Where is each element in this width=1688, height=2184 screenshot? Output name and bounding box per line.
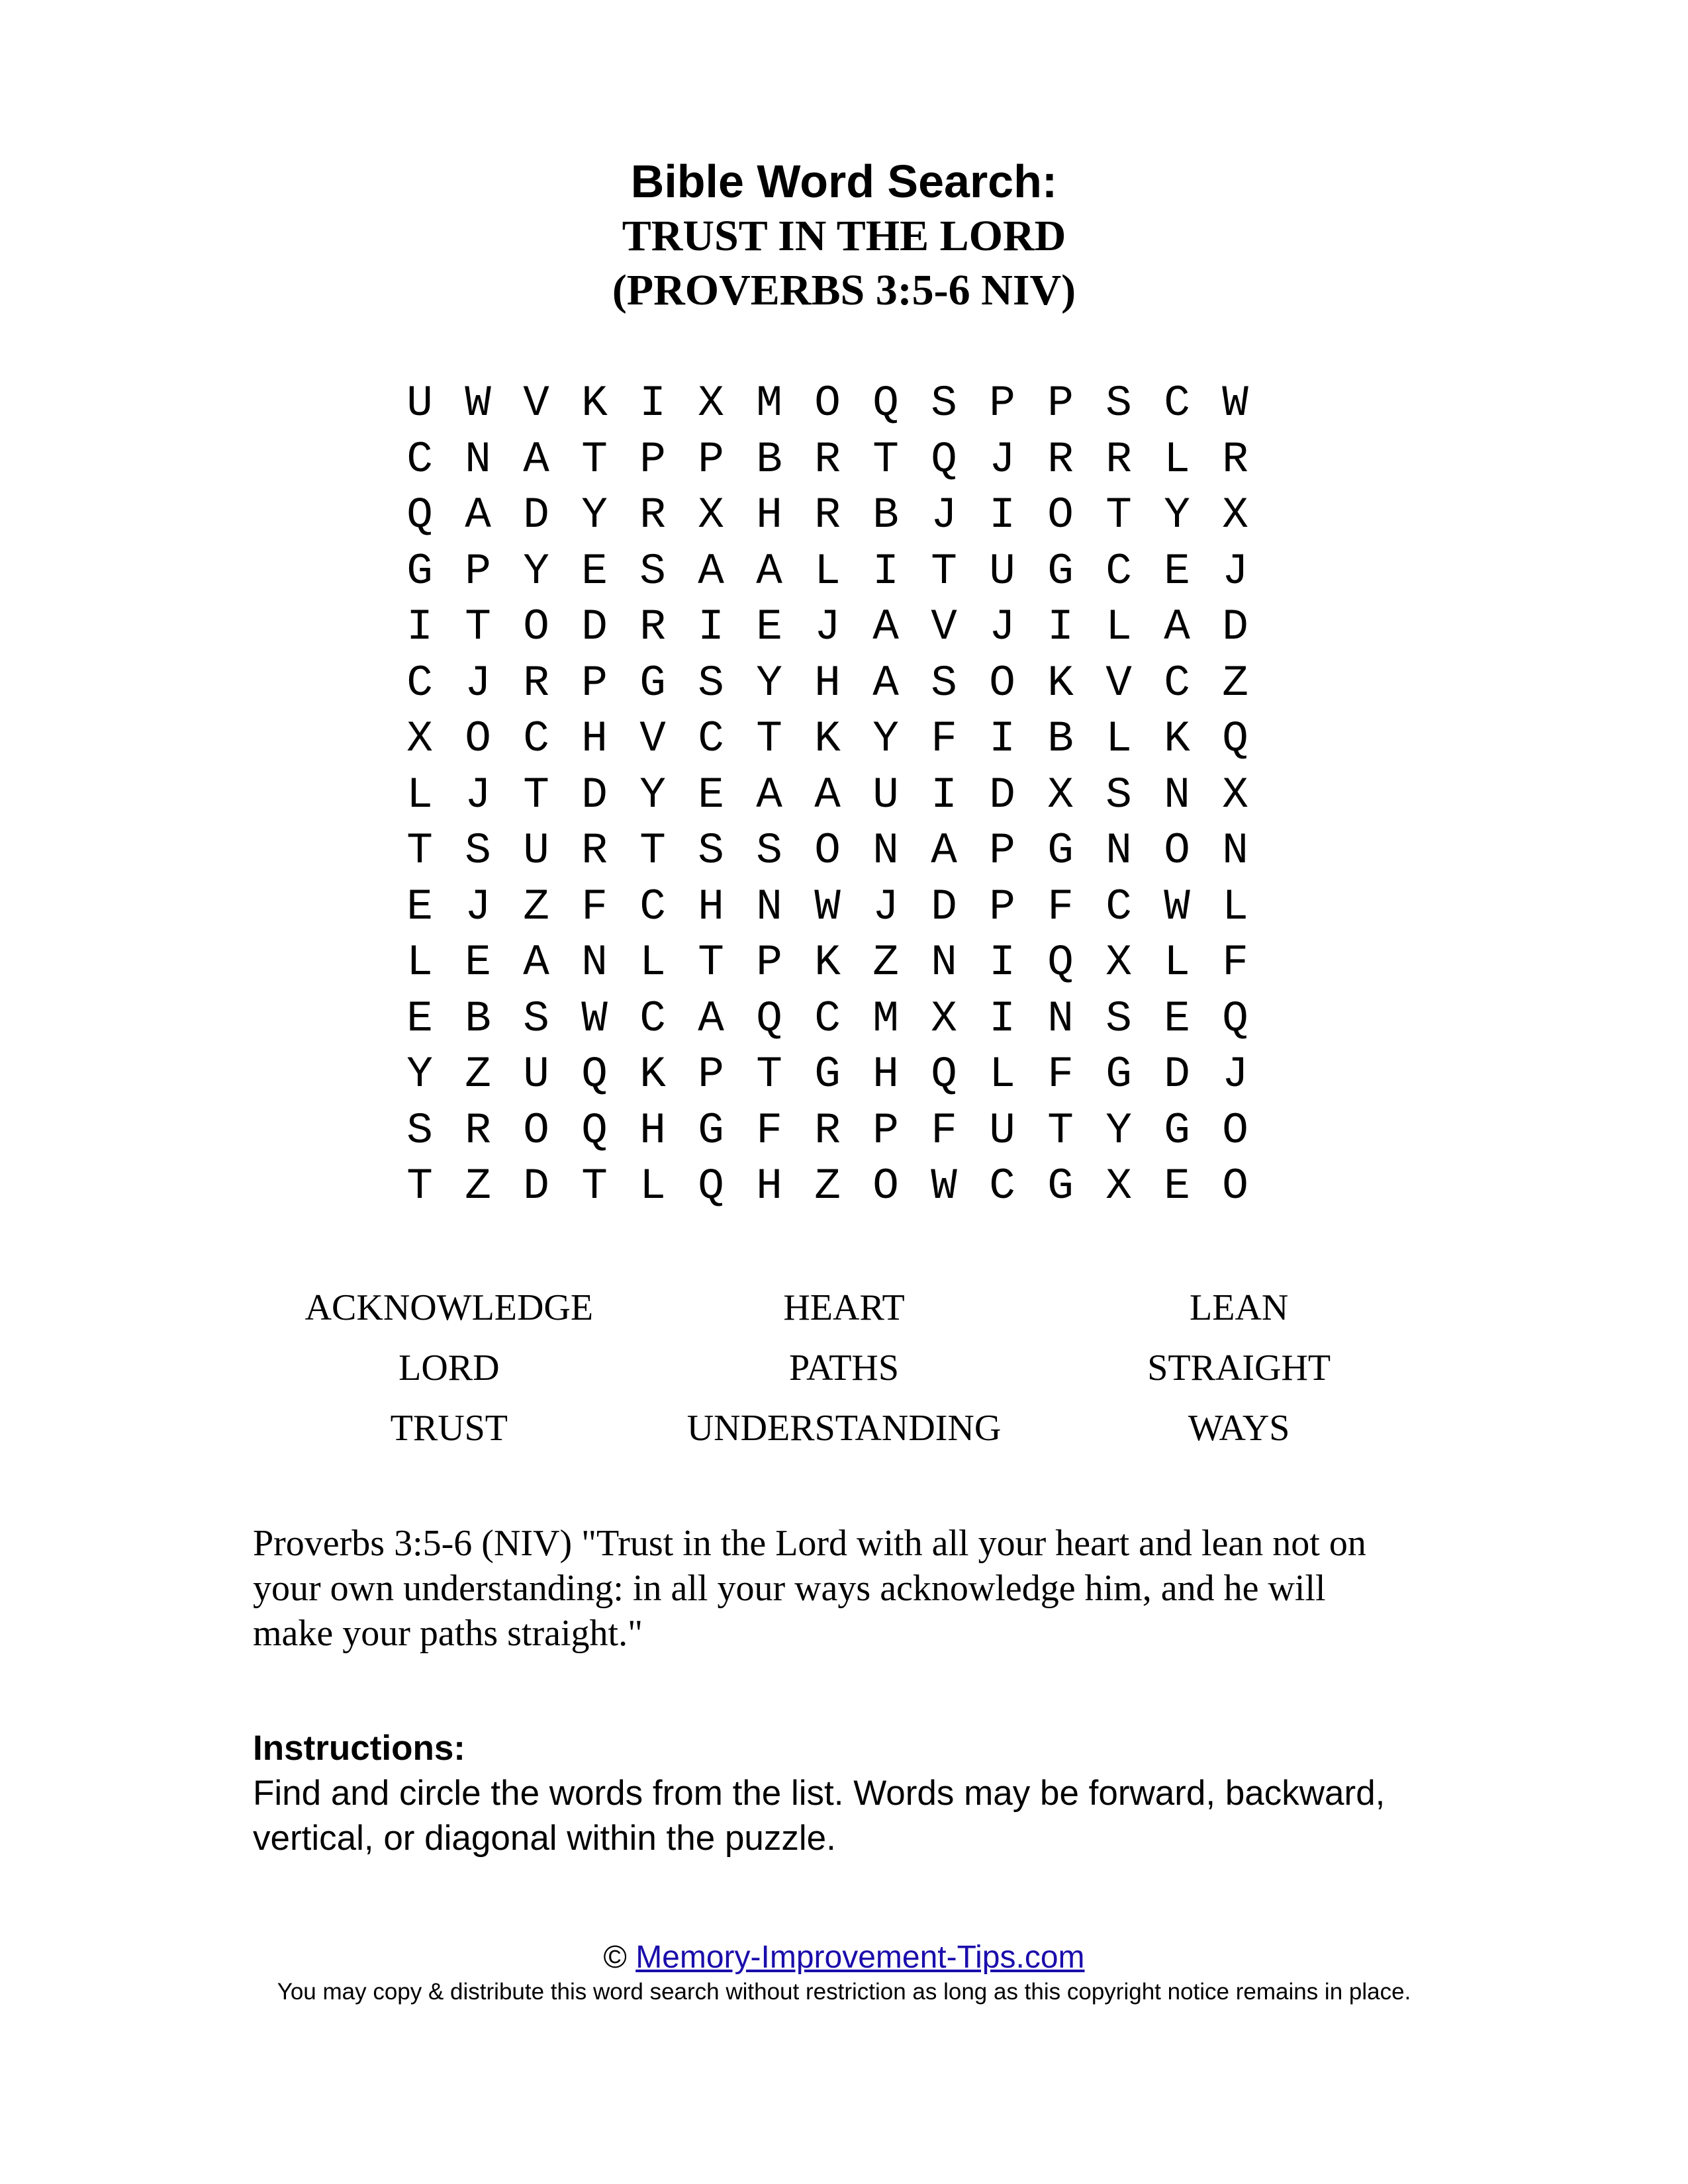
grid-letter[interactable]: R [465,1105,491,1156]
grid-letter[interactable]: U [872,770,899,820]
grid-letter[interactable]: O [523,602,549,653]
grid-letter[interactable]: D [1222,602,1248,653]
grid-letter[interactable]: P [581,658,608,708]
grid-letter[interactable]: E [406,882,433,932]
grid-letter[interactable]: Z [523,882,549,932]
grid-letter[interactable]: T [1105,490,1132,541]
grid-letter[interactable]: S [523,993,549,1044]
grid-letter[interactable]: P [698,434,724,484]
copyright-symbol: © [603,1940,627,1975]
grid-letter[interactable]: J [989,434,1015,484]
grid-letter[interactable]: F [581,882,608,932]
grid-letter[interactable]: X [698,490,724,541]
grid-letter[interactable]: R [1105,434,1132,484]
grid-letter[interactable]: I [1047,602,1074,653]
grid-letter[interactable]: H [872,1050,899,1100]
grid-letter[interactable]: W [581,993,608,1044]
grid-letter[interactable]: J [465,882,491,932]
word-list-item: LORD [399,1347,500,1388]
grid-letter[interactable]: F [1222,938,1248,988]
grid-letter[interactable]: V [1105,658,1132,708]
grid-letter[interactable]: U [523,826,549,876]
grid-row [391,376,1264,432]
grid-letter[interactable]: N [1105,826,1132,876]
grid-letter[interactable]: H [639,1105,666,1156]
grid-letter[interactable]: C [1164,658,1190,708]
grid-letter[interactable]: T [406,1161,433,1212]
grid-row [391,1047,1264,1103]
grid-row [391,432,1264,488]
grid-letter[interactable]: L [1105,602,1132,653]
grid-row [391,711,1264,768]
grid-letter[interactable]: E [406,993,433,1044]
grid-letter[interactable]: G [406,546,433,596]
grid-letter[interactable]: G [1047,546,1074,596]
word-list-item: LEAN [1190,1287,1289,1328]
grid-letter[interactable]: N [931,938,957,988]
grid-letter[interactable]: K [814,938,841,988]
grid-letter[interactable]: S [756,826,782,876]
grid-letter[interactable]: T [1047,1105,1074,1156]
word-list-item: HEART [783,1287,905,1328]
grid-letter[interactable]: M [756,379,782,429]
grid-letter[interactable]: R [581,826,608,876]
grid-row [391,823,1264,880]
grid-letter[interactable]: X [1105,1161,1132,1212]
grid-letter[interactable]: B [756,434,782,484]
word-list-item: PATHS [788,1347,900,1388]
grid-letter[interactable]: S [406,1105,433,1156]
grid-letter[interactable]: J [465,770,491,820]
grid-letter[interactable]: U [406,379,433,429]
site-link[interactable]: Memory-Improvement-Tips.com [635,1940,1085,1975]
grid-letter[interactable]: G [1047,826,1074,876]
grid-letter[interactable]: R [1222,434,1248,484]
grid-letter[interactable]: P [639,434,666,484]
word-list-row [252,1398,1436,1458]
grid-letter[interactable]: L [814,546,841,596]
grid-letter[interactable]: W [814,882,841,932]
grid-letter[interactable]: S [1105,993,1132,1044]
grid-letter[interactable]: L [1105,714,1132,764]
grid-letter[interactable]: O [814,379,841,429]
grid-letter[interactable]: T [872,434,899,484]
grid-row [391,935,1264,991]
grid-letter[interactable]: O [814,826,841,876]
word-list-item: WAYS [1188,1407,1290,1449]
grid-letter[interactable]: G [1047,1161,1074,1212]
grid-letter[interactable]: D [581,602,608,653]
grid-letter[interactable]: A [931,826,957,876]
grid-letter[interactable]: D [931,882,957,932]
grid-letter[interactable]: L [1164,434,1190,484]
grid-letter[interactable]: G [698,1105,724,1156]
instructions-line: vertical, or diagonal within the puzzle. [253,1819,836,1858]
grid-letter[interactable]: P [465,546,491,596]
grid-letter[interactable]: N [465,434,491,484]
grid-letter[interactable]: O [1222,1161,1248,1212]
word-list-item: ACKNOWLEDGE [305,1287,594,1328]
grid-letter[interactable]: I [989,714,1015,764]
scripture-reference: (PROVERBS 3:5-6 NIV) [612,266,1076,314]
grid-letter[interactable]: S [931,658,957,708]
word-list-row [252,1277,1436,1338]
grid-letter[interactable]: C [1164,379,1190,429]
grid-letter[interactable]: Z [872,938,899,988]
grid-letter[interactable]: X [1222,770,1248,820]
grid-letter[interactable]: P [989,826,1015,876]
grid-letter[interactable]: P [989,379,1015,429]
grid-letter[interactable]: T [698,938,724,988]
grid-letter[interactable]: L [406,938,433,988]
grid-letter[interactable]: X [931,993,957,1044]
grid-letter[interactable]: Q [406,490,433,541]
grid-letter[interactable]: O [1047,490,1074,541]
grid-letter[interactable]: E [1164,546,1190,596]
grid-letter[interactable]: I [698,602,724,653]
grid-letter[interactable]: Y [1105,1105,1132,1156]
grid-letter[interactable]: R [639,490,666,541]
instructions [253,1726,1544,1861]
title-block [0,154,1688,318]
grid-letter[interactable]: L [1164,938,1190,988]
grid-letter[interactable]: O [465,714,491,764]
grid-letter[interactable]: Y [872,714,899,764]
grid-letter[interactable]: Q [698,1161,724,1212]
grid-letter[interactable]: Q [1222,714,1248,764]
grid-row [391,544,1264,600]
grid-letter[interactable]: A [523,434,549,484]
grid-letter[interactable]: R [814,490,841,541]
grid-letter[interactable]: T [756,1050,782,1100]
word-list-row [252,1338,1436,1398]
grid-letter[interactable]: S [1105,770,1132,820]
grid-letter[interactable]: P [989,882,1015,932]
grid-letter[interactable]: D [523,1161,549,1212]
grid-letter[interactable]: J [1222,546,1248,596]
instructions-heading: Instructions: [253,1729,465,1768]
grid-letter[interactable]: F [931,1105,957,1156]
grid-letter[interactable]: O [1222,1105,1248,1156]
grid-letter[interactable]: E [465,938,491,988]
grid-letter[interactable]: C [406,434,433,484]
grid-letter[interactable]: F [756,1105,782,1156]
word-list-item: STRAIGHT [1147,1347,1331,1388]
grid-letter[interactable]: L [1222,882,1248,932]
instructions-line: Find and circle the words from the list. Words may be forward, backward, [253,1774,1385,1813]
grid-letter[interactable]: Z [814,1161,841,1212]
grid-letter[interactable]: Q [1222,993,1248,1044]
grid-letter[interactable]: X [1222,490,1248,541]
grid-letter[interactable]: E [698,770,724,820]
grid-letter[interactable]: Y [523,546,549,596]
grid-letter[interactable]: I [406,602,433,653]
grid-letter[interactable]: X [406,714,433,764]
grid-letter[interactable]: H [756,1161,782,1212]
grid-letter[interactable]: T [756,714,782,764]
grid-letter[interactable]: C [1105,546,1132,596]
grid-letter[interactable]: J [931,490,957,541]
grid-letter[interactable]: S [465,826,491,876]
grid-letter[interactable]: A [756,770,782,820]
grid-letter[interactable]: F [1047,1050,1074,1100]
grid-letter[interactable]: O [523,1105,549,1156]
grid-letter[interactable]: O [1164,826,1190,876]
grid-letter[interactable]: L [406,770,433,820]
grid-letter[interactable]: Q [931,1050,957,1100]
grid-letter[interactable]: Z [465,1161,491,1212]
grid-letter[interactable]: Q [872,379,899,429]
grid-letter[interactable]: H [756,490,782,541]
grid-letter[interactable]: I [989,490,1015,541]
grid-letter[interactable]: B [465,993,491,1044]
grid-letter[interactable]: I [931,770,957,820]
grid-row [391,880,1264,936]
grid-letter[interactable]: N [1164,770,1190,820]
copyright-notice: You may copy & distribute this word search without restriction as long as this copyright notice remains in place. [277,1979,1411,2005]
grid-letter[interactable]: K [1047,658,1074,708]
grid-letter[interactable]: A [698,993,724,1044]
grid-letter[interactable]: S [698,658,724,708]
grid-letter[interactable]: K [1164,714,1190,764]
grid-row [391,656,1264,712]
page-title: Bible Word Search: [630,156,1058,207]
grid-letter[interactable]: V [639,714,666,764]
grid-letter[interactable]: H [581,714,608,764]
grid-letter[interactable]: D [581,770,608,820]
grid-letter[interactable]: X [698,379,724,429]
grid-letter[interactable]: I [989,993,1015,1044]
word-list [252,1277,1436,1458]
grid-letter[interactable]: U [989,1105,1015,1156]
grid-letter[interactable]: M [872,993,899,1044]
grid-letter[interactable]: I [872,546,899,596]
grid-letter[interactable]: R [814,1105,841,1156]
grid-letter[interactable]: V [931,602,957,653]
grid-letter[interactable]: C [639,993,666,1044]
grid-letter[interactable]: P [756,938,782,988]
grid-letter[interactable]: P [1047,379,1074,429]
grid-letter[interactable]: G [1105,1050,1132,1100]
grid-letter[interactable]: T [639,826,666,876]
verse-text [253,1521,1511,1656]
grid-letter[interactable]: Y [756,658,782,708]
grid-letter[interactable]: C [814,993,841,1044]
grid-letter[interactable]: E [581,546,608,596]
grid-letter[interactable]: Z [465,1050,491,1100]
grid-letter[interactable]: J [465,658,491,708]
grid-letter[interactable]: R [814,434,841,484]
grid-letter[interactable]: R [523,658,549,708]
grid-letter[interactable]: W [465,379,491,429]
grid-letter[interactable]: J [872,882,899,932]
word-search-grid [391,376,1264,1215]
grid-letter[interactable]: K [814,714,841,764]
grid-letter[interactable]: Z [1222,658,1248,708]
grid-letter[interactable]: S [931,379,957,429]
page-subtitle: TRUST IN THE LORD [622,212,1066,260]
grid-letter[interactable]: N [581,938,608,988]
grid-row [391,1103,1264,1160]
grid-letter[interactable]: W [931,1161,957,1212]
grid-letter[interactable]: T [523,770,549,820]
grid-letter[interactable]: B [1047,714,1074,764]
grid-letter[interactable]: A [698,546,724,596]
verse-line: Proverbs 3:5-6 (NIV) "Trust in the Lord with all your heart and lean not on [253,1523,1366,1564]
grid-letter[interactable]: Y [406,1050,433,1100]
grid-letter[interactable]: F [1047,882,1074,932]
grid-letter[interactable]: V [523,379,549,429]
footer [0,1938,1688,2007]
grid-letter[interactable]: N [1222,826,1248,876]
grid-letter[interactable]: W [1164,882,1190,932]
grid-row [391,1159,1264,1215]
grid-letter[interactable]: T [581,434,608,484]
grid-letter[interactable]: U [523,1050,549,1100]
grid-letter[interactable]: O [872,1161,899,1212]
grid-row [391,488,1264,544]
copyright-line [0,1938,1688,1978]
grid-letter[interactable]: C [698,714,724,764]
grid-letter[interactable]: R [1047,434,1074,484]
grid-letter[interactable]: C [523,714,549,764]
grid-letter[interactable]: Q [756,993,782,1044]
grid-letter[interactable]: S [698,826,724,876]
grid-letter[interactable]: J [1222,1050,1248,1100]
grid-letter[interactable]: T [465,602,491,653]
grid-letter[interactable]: D [989,770,1015,820]
grid-letter[interactable]: A [465,490,491,541]
grid-letter[interactable]: E [1164,1161,1190,1212]
grid-row [391,768,1264,824]
grid-letter[interactable]: A [756,546,782,596]
grid-letter[interactable]: C [406,658,433,708]
grid-letter[interactable]: Y [1164,490,1190,541]
grid-letter[interactable]: X [1047,770,1074,820]
grid-letter[interactable]: P [872,1105,899,1156]
grid-letter[interactable]: Q [581,1050,608,1100]
grid-letter[interactable]: E [1164,993,1190,1044]
grid-letter[interactable]: X [1105,938,1132,988]
grid-letter[interactable]: G [1164,1105,1190,1156]
grid-letter[interactable]: L [989,1050,1015,1100]
grid-letter[interactable]: L [639,1161,666,1212]
grid-letter[interactable]: N [756,882,782,932]
grid-letter[interactable]: J [989,602,1015,653]
grid-letter[interactable]: L [639,938,666,988]
grid-letter[interactable]: Q [581,1105,608,1156]
grid-letter[interactable]: K [639,1050,666,1100]
grid-letter[interactable]: S [639,546,666,596]
grid-letter[interactable]: D [523,490,549,541]
grid-letter[interactable]: A [814,770,841,820]
grid-letter[interactable]: A [1164,602,1190,653]
grid-letter[interactable]: Q [931,434,957,484]
grid-letter[interactable]: Q [1047,938,1074,988]
grid-letter[interactable]: N [872,826,899,876]
grid-letter[interactable]: H [698,882,724,932]
grid-letter[interactable]: I [639,379,666,429]
grid-letter[interactable]: D [1164,1050,1190,1100]
grid-letter[interactable]: B [872,490,899,541]
grid-letter[interactable]: S [1105,379,1132,429]
grid-letter[interactable]: A [872,658,899,708]
grid-letter[interactable]: T [931,546,957,596]
grid-letter[interactable]: H [814,658,841,708]
word-list-item: UNDERSTANDING [686,1407,1002,1449]
grid-letter[interactable]: A [523,938,549,988]
verse-line: make your paths straight." [253,1613,643,1654]
grid-letter[interactable]: T [406,826,433,876]
grid-letter[interactable]: C [639,882,666,932]
grid-letter[interactable]: E [756,602,782,653]
grid-letter[interactable]: P [698,1050,724,1100]
grid-letter[interactable]: G [814,1050,841,1100]
grid-letter[interactable]: A [872,602,899,653]
word-list-item: TRUST [390,1407,508,1449]
grid-letter[interactable]: Y [581,490,608,541]
grid-letter[interactable]: W [1222,379,1248,429]
grid-letter[interactable]: K [581,379,608,429]
grid-letter[interactable]: U [989,546,1015,596]
grid-row [391,991,1264,1048]
grid-letter[interactable]: G [639,658,666,708]
grid-letter[interactable]: T [581,1161,608,1212]
grid-letter[interactable]: O [989,658,1015,708]
grid-letter[interactable]: I [989,938,1015,988]
grid-letter[interactable]: C [1105,882,1132,932]
grid-letter[interactable]: R [639,602,666,653]
grid-row [391,600,1264,656]
grid-letter[interactable]: Y [639,770,666,820]
grid-letter[interactable]: N [1047,993,1074,1044]
grid-letter[interactable]: F [931,714,957,764]
grid-letter[interactable]: C [989,1161,1015,1212]
verse-line: your own understanding: in all your ways acknowledge him, and he will [253,1568,1326,1609]
grid-letter[interactable]: J [814,602,841,653]
